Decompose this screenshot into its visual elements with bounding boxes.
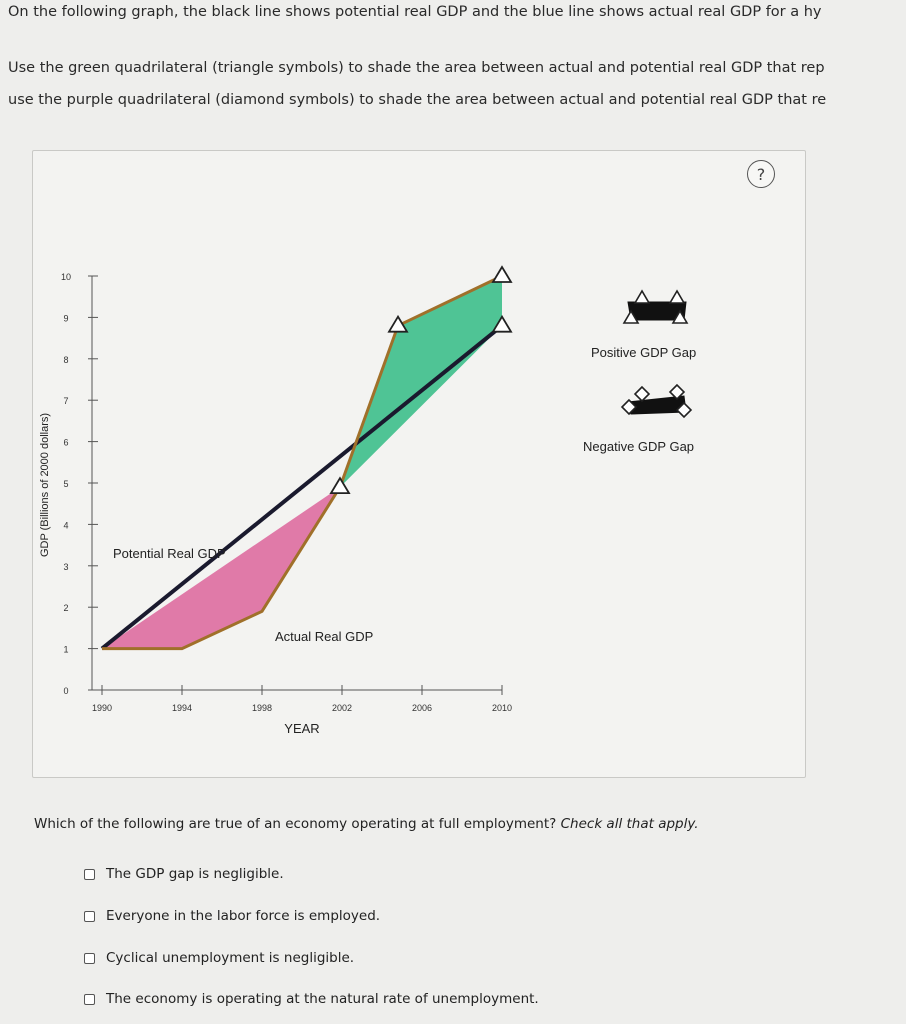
option-label: The GDP gap is negligible. <box>106 866 284 882</box>
y-tick-label: 10 <box>60 272 72 282</box>
potential-gdp-label: Potential Real GDP <box>113 546 226 561</box>
y-tick-label: 1 <box>63 644 69 655</box>
y-tick-label: 2 <box>63 603 69 614</box>
y-tick-label: 0 <box>63 686 69 696</box>
help-button[interactable]: ? <box>747 160 775 188</box>
y-tick-label: 7 <box>63 396 69 407</box>
question-hint: Check all that apply. <box>560 816 699 832</box>
legend-positive-label: Positive GDP Gap <box>591 345 697 360</box>
x-tick-label: 1998 <box>251 703 273 713</box>
negative-gap-area <box>102 487 340 648</box>
option-cyclical-unemployment-negligible[interactable] <box>84 950 354 966</box>
potential-gdp-line <box>102 326 502 649</box>
option-label: The economy is operating at the natural rate of unemployment. <box>106 991 539 1007</box>
y-tick-label: 8 <box>63 354 69 365</box>
triangle-marker <box>493 267 511 282</box>
y-tick-label: 5 <box>63 479 69 489</box>
checkbox[interactable] <box>84 994 95 1005</box>
question-text <box>34 816 699 832</box>
y-axis-title: GDP (Billions of 2000 dollars) <box>39 412 51 558</box>
option-gdp-gap-negligible[interactable] <box>84 866 284 882</box>
legend-triangle-icon <box>635 291 649 303</box>
x-tick-label: 2002 <box>331 703 353 713</box>
y-tick-label: 9 <box>63 313 69 324</box>
actual-gdp-label: Actual Real GDP <box>275 629 374 644</box>
legend-negative-label: Negative GDP Gap <box>583 439 695 454</box>
x-tick-label: 2010 <box>491 703 513 713</box>
checkbox[interactable] <box>84 953 95 964</box>
x-tick-label: 1994 <box>171 703 193 713</box>
intro-line-3: use the purple quadrilateral (diamond symbols) to shade the area between actual and potential real GDP that re <box>8 92 827 108</box>
y-tick-label: 6 <box>63 437 69 448</box>
intro-line-2: Use the green quadrilateral (triangle symbols) to shade the area between actual and potential real GDP that rep <box>8 60 825 76</box>
y-tick-label: 4 <box>63 520 69 531</box>
checkbox[interactable] <box>84 911 95 922</box>
legend-triangle-icon <box>670 291 684 303</box>
positive-gap-area <box>340 276 502 487</box>
x-axis-title: YEAR <box>284 721 320 736</box>
legend-negative-icon <box>622 385 691 417</box>
x-tick-label: 1990 <box>91 703 113 713</box>
option-everyone-employed[interactable] <box>84 908 380 924</box>
option-label: Everyone in the labor force is employed. <box>106 908 381 924</box>
legend-positive-icon <box>624 291 687 323</box>
checkbox[interactable] <box>84 869 95 880</box>
legend-diamond-icon <box>635 387 649 401</box>
y-tick-label: 3 <box>63 561 69 572</box>
intro-line-1: On the following graph, the black line shows potential real GDP and the blue line shows actual real GDP for a hy <box>8 4 822 20</box>
question-main: Which of the following are true of an economy operating at full employment? <box>34 816 557 832</box>
option-natural-rate[interactable] <box>84 991 539 1007</box>
option-label: Cyclical unemployment is negligible. <box>106 950 355 966</box>
x-tick-label: 2006 <box>411 703 433 713</box>
